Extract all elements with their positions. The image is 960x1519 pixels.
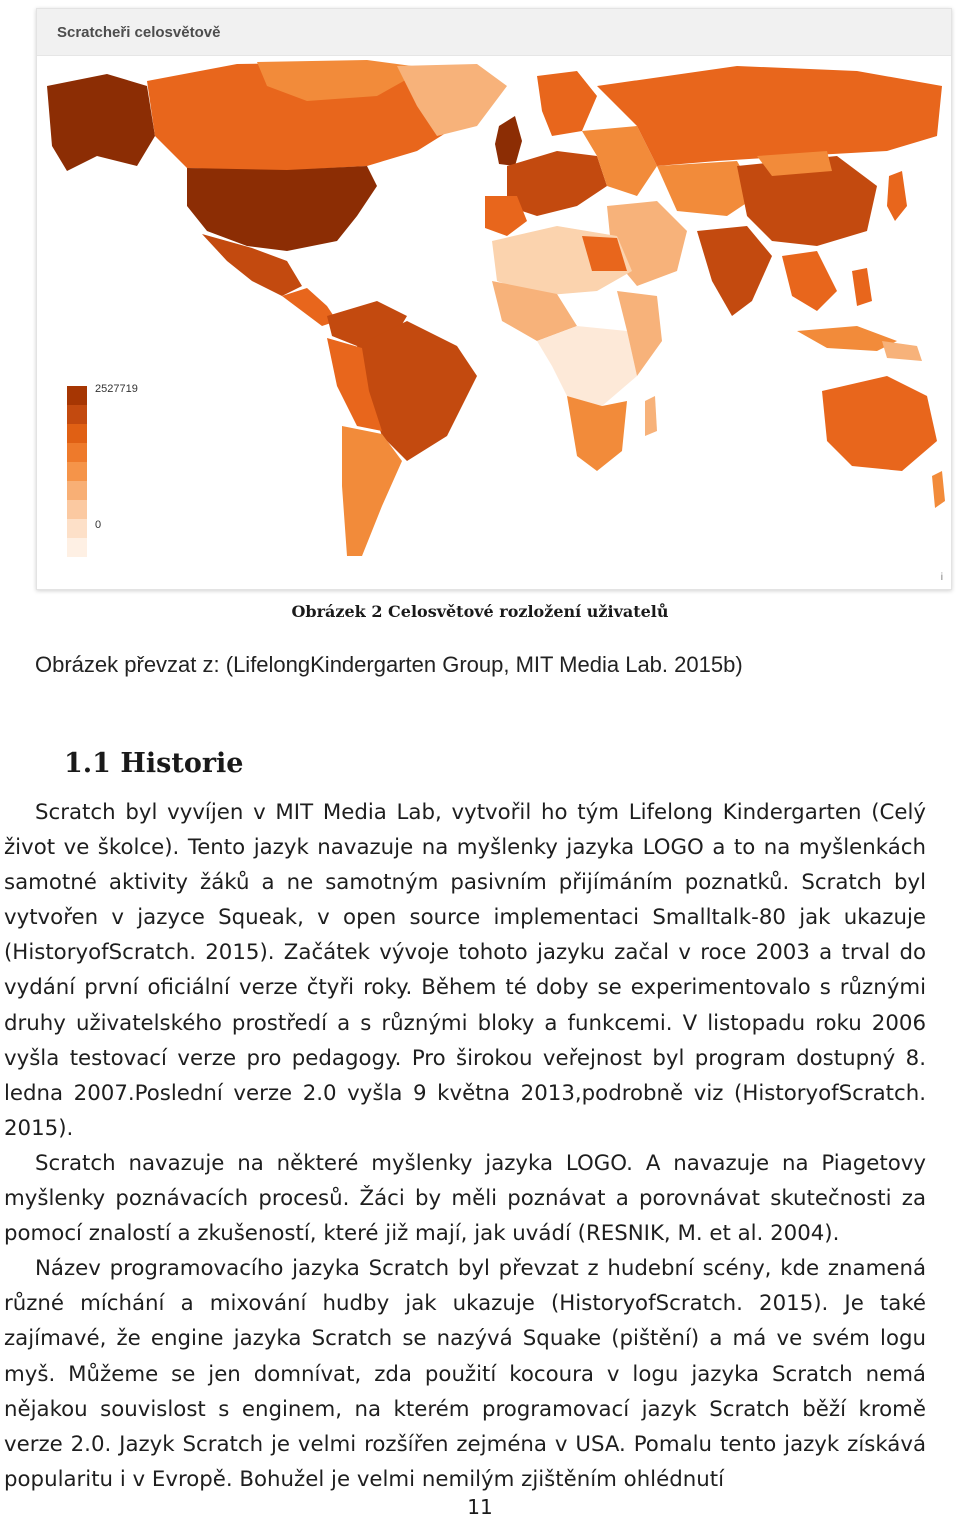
legend-swatch — [67, 500, 87, 519]
region-philippines — [852, 268, 872, 306]
figure-caption: Obrázek 2 Celosvětové rozložení uživatelů — [291, 602, 669, 621]
legend-swatch — [67, 538, 87, 557]
region-central-africa — [537, 326, 637, 406]
region-india — [697, 226, 772, 316]
page-number: 11 — [467, 1495, 493, 1519]
region-western-europe — [507, 151, 607, 216]
paragraph: Název programovacího jazyka Scratch byl převzat z hudební scény, kde znamená různé míchání a mixování hudby jak ukazuje (HistoryofScratch. 2015). Je také zajímavé, že engine jazyka Scratch se nazývá Squake (pištění) a má ve svém logu myš. Můžeme se jen domnívat, zda použití kocoura v logu jazyka Scratch nemá nějakou souvislost s enginem, na kterém programovací jazyk Scratch běží kromě verze 2.0. Jazyk Scratch je velmi rozšířen zejména v USA. Pomalu tento jazyk získává popularitu i v Evropě. Bohužel je velmi nemilým zjištěním ohlédnutí — [4, 1256, 926, 1492]
legend-swatch — [67, 443, 87, 462]
legend-swatch — [67, 424, 87, 443]
map-legend — [67, 386, 87, 557]
region-japan — [887, 171, 907, 221]
region-scandinavia — [537, 71, 597, 136]
legend-max-label: 2527719 — [95, 383, 138, 395]
legend-swatch — [67, 386, 87, 405]
region-uk — [495, 116, 522, 166]
legend-swatch — [67, 405, 87, 424]
region-alaska — [47, 74, 155, 171]
body-text — [4, 795, 926, 1497]
legend-swatch — [67, 481, 87, 500]
region-australia — [822, 376, 937, 471]
region-madagascar — [645, 396, 657, 436]
section-heading: 1.1 Historie — [64, 748, 244, 779]
legend-swatch — [67, 462, 87, 481]
paragraph: Scratch byl vyvíjen v MIT Media Lab, vytvořil ho tým Lifelong Kindergarten (Celý život ve školce). Tento jazyk navazuje na myšlenky jazyka LOGO a to na myšlenkách samotné aktivity žáků a ne samotným pasivním přijímáním poznatků. Scratch byl vytvořen v jazyce Squeak, v open source implementaci Smalltalk-80 jak ukazuje (HistoryofScratch. 2015). Začátek vývoje tohoto jazyku začal v roce 2003 a trval do vydání první oficiální verze čtyři roky. Během té doby se experimentovalo s různými druhy uživatelského prostředí a s různými bloky a funkcemi. V listopadu roku 2006 vyšla testovací verze pro pedagogy. Pro širokou veřejnost byl program dostupný 8. ledna 2007.Poslední verze 2.0 vyšla 9 května 2013,podrobně viz (HistoryofScratch. 2015). — [4, 800, 926, 1141]
paragraph: Scratch navazuje na některé myšlenky jazyka LOGO. A navazuje na Piagetovy myšlenky poznávacích procesů. Žáci by měli poznávat a porovnávat skutečnosti za pomocí znalostí a zkušeností, které již mají, jak uvádí (RESNIK, M. et al. 2004). — [4, 1150, 926, 1247]
info-icon[interactable]: i — [940, 572, 943, 583]
region-papua — [882, 341, 922, 361]
legend-min-label: 0 — [95, 519, 102, 531]
legend-swatch — [67, 519, 87, 538]
map-header — [37, 9, 951, 56]
region-new-zealand — [932, 471, 945, 508]
region-southern-africa — [567, 396, 627, 471]
world-map-widget — [36, 8, 952, 590]
region-southeast-asia — [782, 251, 837, 311]
figure-source: Obrázek převzat z: (LifelongKindergarten Group, MIT Media Lab. 2015b) — [35, 652, 743, 677]
map-title: Scratcheři celosvětově — [57, 24, 221, 41]
world-choropleth-map — [37, 56, 949, 586]
region-indonesia — [797, 326, 897, 351]
